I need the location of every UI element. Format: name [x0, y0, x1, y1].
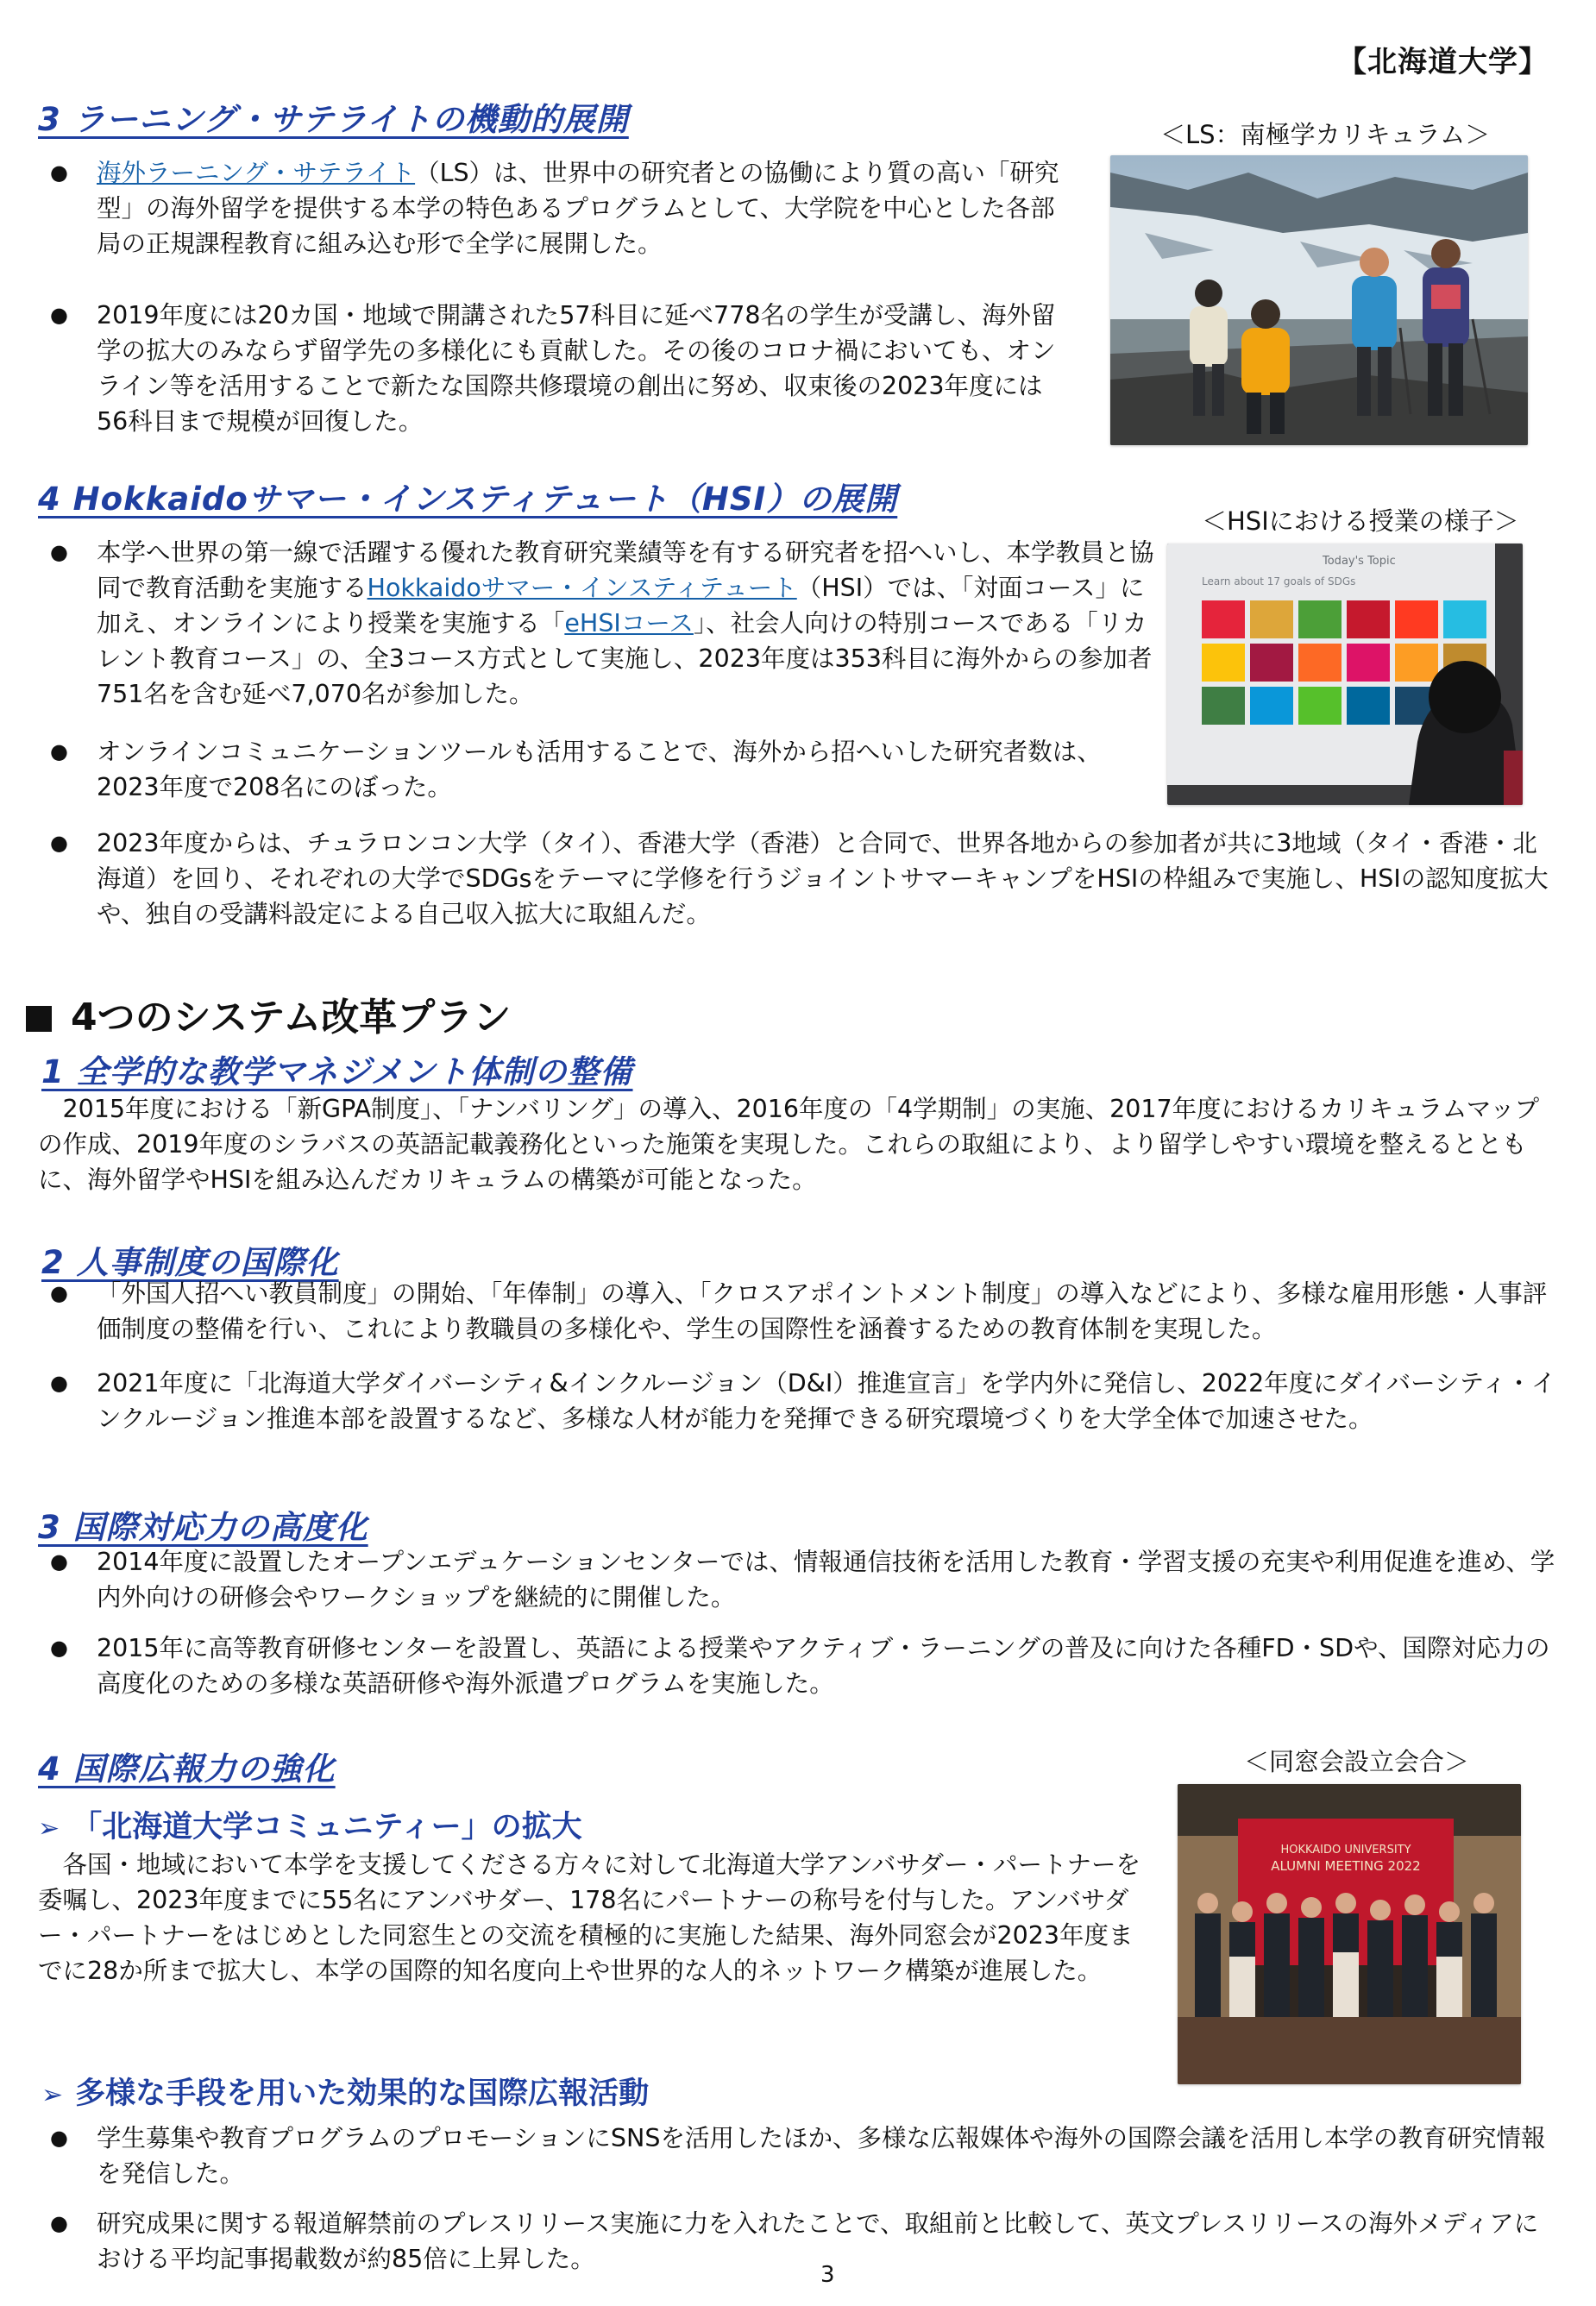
hsi-bullet-2: ● オンラインコミュニケーションツールも活用することで、海外から招へいした研究者数は、2023年度で208名にのぼった。: [41, 734, 1154, 805]
ls-photo-caption: ＜LS：南極学カリキュラム＞: [1160, 120, 1491, 149]
page-number: 3: [820, 2262, 835, 2288]
screen-subtitle: Learn about 17 goals of SDGs: [1202, 575, 1356, 587]
plan-3-bullet-2: ● 2015年に高等教育研修センターを設置し、英語による授業やアクティブ・ラーニングの普及に向けた各種FD・SDや、国際対応力の高度化のための多様な英語研修や海外派遣プログラムを実施した。: [41, 1631, 1560, 1701]
hsi-class-photo: [1167, 544, 1523, 805]
banner-line-2: ALUMNI MEETING 2022: [1271, 1858, 1421, 1874]
university-label: 【北海道大学】: [1337, 45, 1549, 79]
screen-title: Today's Topic: [1323, 555, 1396, 568]
ls-antarctic-photo: [1110, 155, 1528, 445]
plan-2-heading: 2 人事制度の国際化: [41, 1244, 339, 1281]
arrow-right-icon: ➢: [41, 2080, 64, 2110]
square-marker-icon: [26, 1006, 52, 1032]
plan-1-heading: 1 全学的な教学マネジメント体制の整備: [41, 1053, 633, 1090]
banner-line-1: HOKKAIDO UNIVERSITY: [1280, 1844, 1411, 1857]
alumni-meeting-photo: [1178, 1784, 1521, 2084]
ls-bullet-2: ● 2019年度には20カ国・地域で開講された57科目に延べ778名の学生が受講し、海外留学の拡大のみならず留学先の多様化にも貢献した。その後のコロナ禍においても、オンライン等を活用することで新たな国際共修環境の創出に努め、収束後の2023年度には56科目まで規模が回復した。: [41, 298, 1068, 439]
pr-activities-subheading: ➢ 多様な手段を用いた効果的な国際広報活動: [41, 2077, 650, 2111]
plan-2-bullet-2: ● 2021年度に「北海道大学ダイバーシティ&インクルージョン（D&I）推進宣言」を学内外に発信し、2022年度にダイバーシティ・インクルージョン推進本部を設置するなど、多様な人材が能力を発揮できる研究環境づくりを大学全体で加速させた。: [41, 1366, 1560, 1436]
community-text: 各国・地域において本学を支援してくださる方々に対して北海道大学アンバサダー・パートナーを委嘱し、2023年度までに55名にアンバサダー、178名にパートナーの称号を付与した。アンバサダー・パートナーをはじめとした同窓生との交流を積極的に実施した結果、海外同窓会が2023年度までに28か所まで拡大し、本学の国際的知名度向上や世界的な人的ネットワーク構築が進展した。: [38, 1850, 1140, 1985]
arrow-right-icon: ➢: [38, 1813, 60, 1844]
alumni-photo-caption: ＜同窓会設立会合＞: [1244, 1747, 1470, 1776]
ls-bullet-1: ● 海外ラーニング・サテライト（LS）は、世界中の研究者との協働により質の高い「研究型」の海外留学を提供する本学の特色あるプログラムとして、大学院を中心とした各部局の正規課程教育に組み込む形で全学に展開した。: [41, 155, 1068, 261]
community-subheading: ➢ 「北海道大学コミュニティー」の拡大: [38, 1810, 582, 1844]
plan-2-bullet-1: ● 「外国人招へい教員制度」の開始、「年俸制」の導入、「クロスアポイントメント制度」の導入などにより、多様な雇用形態・人事評価制度の整備を行い、これにより教職員の多様化や、学生の国際性を涵養するための教育体制を実現した。: [41, 1276, 1568, 1347]
hsi-bullet-3: ● 2023年度からは、チュラロンコン大学（タイ）、香港大学（香港）と合同で、世界各地からの参加者が共に3地域（タイ・香港・北海道）を回り、それぞれの大学でSDGsをテーマに学修を行うジョイントサマーキャンプをHSIの枠組みで実施し、HSIの認知度拡大や、独自の受講料設定による自己収入拡大に取組んだ。: [41, 826, 1560, 932]
plan-1-text: 2015年度における「新GPA制度」、「ナンバリング」の導入、2016年度の「4学期制」の実施、2017年度におけるカリキュラムマップの作成、2019年度のシラバスの英語記載義務化といった施策を実現した。これらの取組により、より留学しやすい環境を整えるとともに、海外留学やHSIを組み込んだカリキュラムの構築が可能となった。: [38, 1095, 1540, 1194]
ls-program-link[interactable]: 海外ラーニング・サテライト: [97, 159, 416, 187]
plan-4-heading: 4 国際広報力の強化: [38, 1750, 336, 1788]
plan-3-bullet-1: ● 2014年度に設置したオープンエデュケーションセンターでは、情報通信技術を活用した教育・学習支援の充実や利用促進を進め、学内外向けの研修会やワークショップを継続的に開催した。: [41, 1544, 1560, 1615]
hsi-heading: 4 Hokkaidoサマー・インスティテュート（HSI）の展開: [38, 481, 898, 518]
ls-heading: 3 ラーニング・サテライトの機動的展開: [38, 101, 629, 138]
hsi-photo-caption: ＜HSIにおける授業の様子＞: [1202, 506, 1519, 536]
plan-3-heading: 3 国際対応力の高度化: [38, 1509, 368, 1546]
reform-plan-heading: 4つのシステム改革プラン: [26, 986, 511, 1041]
ehsi-course-link[interactable]: eHSIコース: [564, 609, 694, 638]
pr-bullet-2: ● 研究成果に関する報道解禁前のプレスリリース実施に力を入れたことで、取組前と比較して、英文プレスリリースの海外メディアにおける平均記事掲載数が約85倍に上昇した。: [41, 2206, 1560, 2277]
hsi-program-link[interactable]: Hokkaidoサマー・インスティテュート: [367, 574, 797, 602]
hsi-bullet-1: ● 本学へ世界の第一線で活躍する優れた教育研究業績等を有する研究者を招へいし、本学教員と協同で教育活動を実施するHokkaidoサマー・インスティテュート（HSI）では、「対面コース」に加え、オンラインにより授業を実施する「eHSIコース」、社会人向けの特別コースである「リカレント教育コース」の、全3コース方式として実施し、2023年度は353科目に海外からの参加者751名を含む延べ7,070名が参加した。: [41, 535, 1154, 712]
pr-bullet-1: ● 学生募集や教育プログラムのプロモーションにSNSを活用したほか、多様な広報媒体や海外の国際会議を活用し本学の教育研究情報を発信した。: [41, 2121, 1560, 2191]
